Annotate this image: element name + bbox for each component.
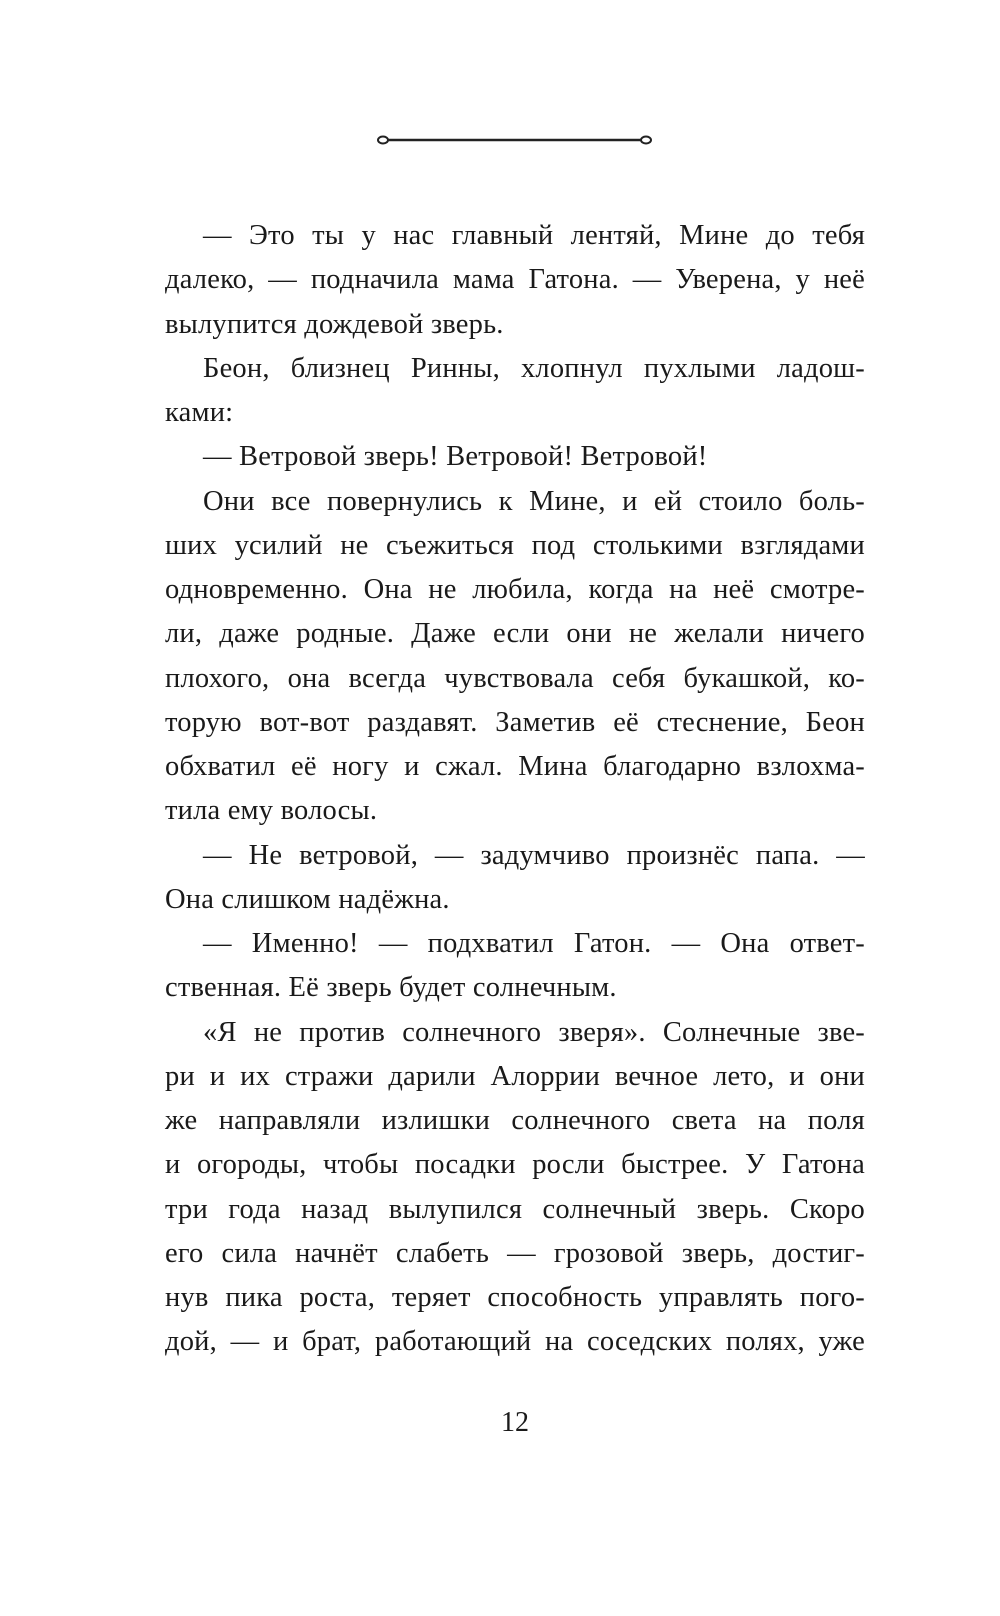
- divider-ornament: [376, 132, 654, 148]
- text-line: ственная. Её зверь будет солнечным.: [165, 972, 617, 1004]
- text-line: три года назад вылупился солнечный зверь. Скоро: [165, 1193, 865, 1225]
- text-line: ри и их стражи дарили Алоррии вечное лето, и они: [165, 1060, 865, 1092]
- text-line: Беон, близнец Ринны, хлопнул пухлыми ладош-: [203, 352, 865, 384]
- text-line: же направляли излишки солнечного света на поля: [165, 1105, 865, 1136]
- body-text: [165, 214, 865, 1365]
- text-line: его сила начнёт слабеть — грозовой зверь, достиг-: [165, 1237, 865, 1269]
- text-line: — Не ветровой, — задумчиво произнёс папа. —: [203, 839, 865, 871]
- text-line: ших усилий не съежиться под столькими взглядами: [165, 529, 865, 561]
- text-line: нув пика роста, теряет способность управлять пого-: [165, 1282, 865, 1313]
- text-line: Она слишком надёжна.: [165, 883, 450, 915]
- text-line: одновременно. Она не любила, когда на неё смотре-: [165, 574, 865, 605]
- text-line: далеко, — подначила мама Гатона. — Уверена, у неё: [165, 264, 865, 296]
- text-line: «Я не против солнечного зверя». Солнечные зве-: [203, 1016, 865, 1048]
- text-line: ками:: [165, 397, 234, 428]
- text-line: вылупится дождевой зверь.: [165, 308, 504, 340]
- text-line: и огороды, чтобы посадки росли быстрее. У Гатона: [165, 1149, 865, 1181]
- text-line: плохого, она всегда чувствовала себя букашкой, ко-: [165, 662, 865, 694]
- text-line: — Ветровой зверь! Ветровой! Ветровой!: [203, 441, 708, 473]
- text-line: дой, — и брат, работающий на соседских полях, уже: [165, 1326, 865, 1358]
- text-line: тила ему волосы.: [165, 795, 378, 827]
- text-line: Они все повернулись к Мине, и ей стоило боль-: [203, 485, 865, 517]
- text-line: — Именно! — подхватил Гатон. — Она ответ-: [203, 928, 865, 959]
- text-line: торую вот-вот раздавят. Заметив её стеснение, Беон: [165, 706, 865, 738]
- text-line: — Это ты у нас главный лентяй, Мине до тебя: [203, 220, 865, 251]
- page-number: 12: [501, 1407, 529, 1438]
- text-line: ли, даже родные. Даже если они не желали ничего: [165, 618, 865, 650]
- text-line: обхватил её ногу и сжал. Мина благодарно взлохма-: [165, 751, 865, 782]
